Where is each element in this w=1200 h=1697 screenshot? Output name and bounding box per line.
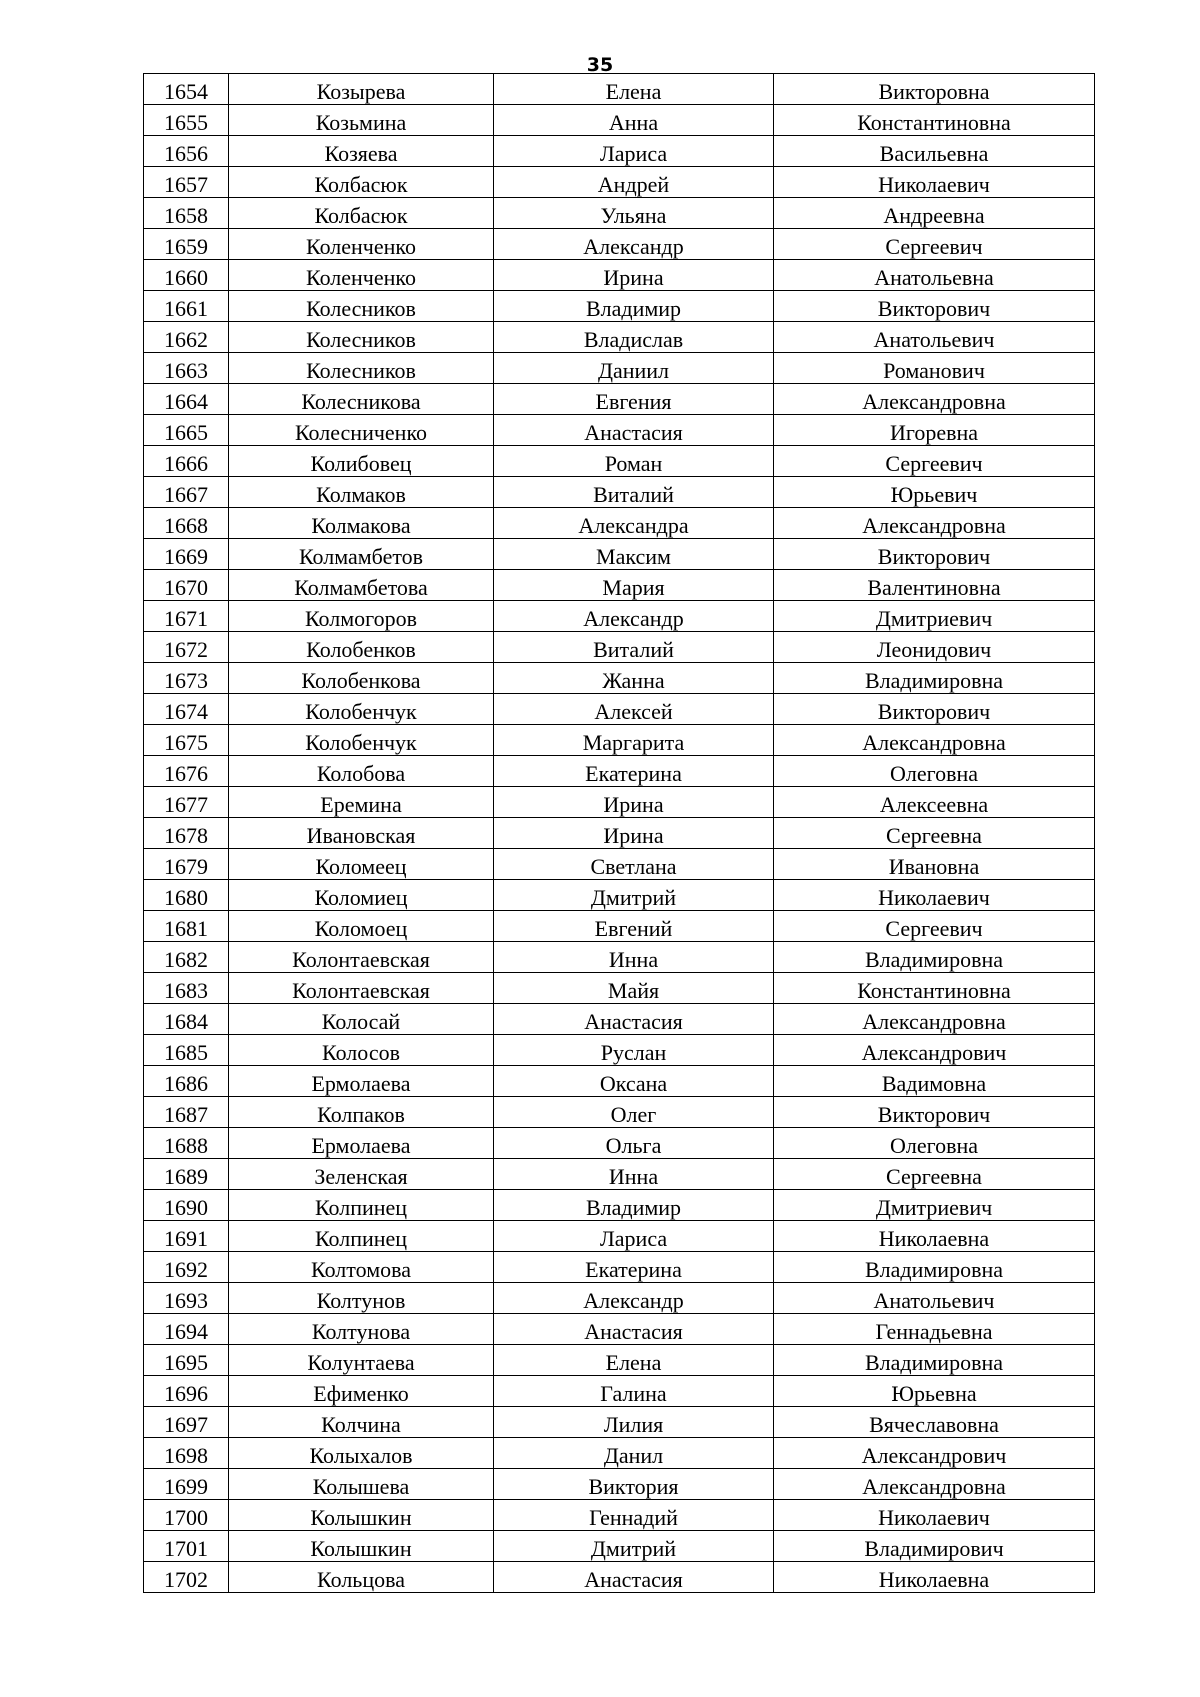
last-name-cell: Колыхалов [229,1438,494,1469]
last-name-cell: Ермолаева [229,1066,494,1097]
table-row [144,756,1095,787]
table-row [144,849,1095,880]
row-number-cell: 1667 [144,477,229,508]
last-name-cell: Колобенков [229,632,494,663]
first-name-cell: Евгений [494,911,774,942]
row-number-cell: 1677 [144,787,229,818]
patronymic-cell: Николаевна [774,1562,1095,1593]
roster-table [143,73,1095,1593]
table-row [144,787,1095,818]
table-row [144,1345,1095,1376]
roster-body [144,74,1095,1593]
patronymic-cell: Константиновна [774,973,1095,1004]
first-name-cell: Лилия [494,1407,774,1438]
patronymic-cell: Сергеевна [774,1159,1095,1190]
last-name-cell: Коленченко [229,229,494,260]
patronymic-cell: Геннадьевна [774,1314,1095,1345]
patronymic-cell: Александровна [774,384,1095,415]
last-name-cell: Колобенчук [229,694,494,725]
first-name-cell: Геннадий [494,1500,774,1531]
last-name-cell: Козырева [229,74,494,105]
row-number-cell: 1701 [144,1531,229,1562]
first-name-cell: Майя [494,973,774,1004]
table-row [144,601,1095,632]
last-name-cell: Коленченко [229,260,494,291]
first-name-cell: Ульяна [494,198,774,229]
row-number-cell: 1681 [144,911,229,942]
first-name-cell: Анастасия [494,415,774,446]
last-name-cell: Колесникова [229,384,494,415]
row-number-cell: 1682 [144,942,229,973]
table-row [144,1190,1095,1221]
last-name-cell: Колмаков [229,477,494,508]
first-name-cell: Анастасия [494,1004,774,1035]
row-number-cell: 1702 [144,1562,229,1593]
table-row [144,1469,1095,1500]
last-name-cell: Колмамбетов [229,539,494,570]
row-number-cell: 1693 [144,1283,229,1314]
patronymic-cell: Николаевич [774,880,1095,911]
patronymic-cell: Вячеславовна [774,1407,1095,1438]
first-name-cell: Ирина [494,260,774,291]
row-number-cell: 1699 [144,1469,229,1500]
table-row [144,322,1095,353]
row-number-cell: 1654 [144,74,229,105]
row-number-cell: 1700 [144,1500,229,1531]
table-row [144,353,1095,384]
first-name-cell: Виталий [494,632,774,663]
table-row [144,1221,1095,1252]
last-name-cell: Колбасюк [229,167,494,198]
first-name-cell: Александра [494,508,774,539]
row-number-cell: 1697 [144,1407,229,1438]
table-row [144,725,1095,756]
row-number-cell: 1664 [144,384,229,415]
last-name-cell: Колмакова [229,508,494,539]
patronymic-cell: Сергеевич [774,911,1095,942]
first-name-cell: Максим [494,539,774,570]
patronymic-cell: Викторович [774,539,1095,570]
first-name-cell: Данил [494,1438,774,1469]
last-name-cell: Ивановская [229,818,494,849]
row-number-cell: 1689 [144,1159,229,1190]
patronymic-cell: Андреевна [774,198,1095,229]
patronymic-cell: Александрович [774,1035,1095,1066]
table-row [144,198,1095,229]
table-row [144,632,1095,663]
patronymic-cell: Романович [774,353,1095,384]
last-name-cell: Колпинец [229,1221,494,1252]
table-row [144,1128,1095,1159]
table-row [144,1159,1095,1190]
row-number-cell: 1680 [144,880,229,911]
row-number-cell: 1658 [144,198,229,229]
last-name-cell: Коломоец [229,911,494,942]
patronymic-cell: Игоревна [774,415,1095,446]
last-name-cell: Колонтаевская [229,942,494,973]
table-row [144,446,1095,477]
patronymic-cell: Викторович [774,1097,1095,1128]
first-name-cell: Галина [494,1376,774,1407]
patronymic-cell: Сергеевич [774,446,1095,477]
row-number-cell: 1660 [144,260,229,291]
patronymic-cell: Анатольевна [774,260,1095,291]
first-name-cell: Екатерина [494,756,774,787]
last-name-cell: Колесников [229,322,494,353]
row-number-cell: 1655 [144,105,229,136]
row-number-cell: 1696 [144,1376,229,1407]
first-name-cell: Владимир [494,291,774,322]
last-name-cell: Еремина [229,787,494,818]
first-name-cell: Анастасия [494,1314,774,1345]
table-row [144,260,1095,291]
row-number-cell: 1668 [144,508,229,539]
table-row [144,105,1095,136]
last-name-cell: Колосов [229,1035,494,1066]
patronymic-cell: Олеговна [774,1128,1095,1159]
first-name-cell: Ирина [494,787,774,818]
last-name-cell: Колонтаевская [229,973,494,1004]
last-name-cell: Колибовец [229,446,494,477]
table-row [144,477,1095,508]
first-name-cell: Инна [494,942,774,973]
patronymic-cell: Александровна [774,725,1095,756]
table-row [144,1407,1095,1438]
last-name-cell: Колтунова [229,1314,494,1345]
first-name-cell: Мария [494,570,774,601]
row-number-cell: 1673 [144,663,229,694]
patronymic-cell: Вадимовна [774,1066,1095,1097]
last-name-cell: Колпинец [229,1190,494,1221]
first-name-cell: Анастасия [494,1562,774,1593]
table-row [144,1531,1095,1562]
row-number-cell: 1675 [144,725,229,756]
last-name-cell: Колосай [229,1004,494,1035]
first-name-cell: Александр [494,601,774,632]
patronymic-cell: Ивановна [774,849,1095,880]
first-name-cell: Даниил [494,353,774,384]
row-number-cell: 1678 [144,818,229,849]
patronymic-cell: Юрьевич [774,477,1095,508]
patronymic-cell: Дмитриевич [774,601,1095,632]
first-name-cell: Ирина [494,818,774,849]
row-number-cell: 1691 [144,1221,229,1252]
first-name-cell: Владимир [494,1190,774,1221]
last-name-cell: Колышкин [229,1531,494,1562]
patronymic-cell: Николаевич [774,167,1095,198]
last-name-cell: Зеленская [229,1159,494,1190]
patronymic-cell: Анатольевич [774,322,1095,353]
last-name-cell: Колмамбетова [229,570,494,601]
row-number-cell: 1685 [144,1035,229,1066]
last-name-cell: Колобенкова [229,663,494,694]
patronymic-cell: Александрович [774,1438,1095,1469]
patronymic-cell: Владимировна [774,663,1095,694]
table-row [144,1097,1095,1128]
last-name-cell: Коломеец [229,849,494,880]
patronymic-cell: Юрьевна [774,1376,1095,1407]
last-name-cell: Колобенчук [229,725,494,756]
table-row [144,1500,1095,1531]
patronymic-cell: Константиновна [774,105,1095,136]
row-number-cell: 1692 [144,1252,229,1283]
table-row [144,415,1095,446]
last-name-cell: Колобова [229,756,494,787]
patronymic-cell: Александровна [774,508,1095,539]
first-name-cell: Руслан [494,1035,774,1066]
last-name-cell: Колбасюк [229,198,494,229]
table-row [144,663,1095,694]
patronymic-cell: Анатольевич [774,1283,1095,1314]
table-row [144,911,1095,942]
first-name-cell: Евгения [494,384,774,415]
table-row [144,1066,1095,1097]
row-number-cell: 1684 [144,1004,229,1035]
row-number-cell: 1663 [144,353,229,384]
first-name-cell: Виктория [494,1469,774,1500]
table-row [144,818,1095,849]
patronymic-cell: Владимирович [774,1531,1095,1562]
first-name-cell: Роман [494,446,774,477]
page-number: 35 [586,54,614,76]
table-row [144,1376,1095,1407]
last-name-cell: Колесниченко [229,415,494,446]
patronymic-cell: Сергеевна [774,818,1095,849]
patronymic-cell: Викторович [774,291,1095,322]
row-number-cell: 1662 [144,322,229,353]
patronymic-cell: Валентиновна [774,570,1095,601]
last-name-cell: Коломиец [229,880,494,911]
first-name-cell: Лариса [494,1221,774,1252]
first-name-cell: Анна [494,105,774,136]
first-name-cell: Жанна [494,663,774,694]
first-name-cell: Андрей [494,167,774,198]
first-name-cell: Инна [494,1159,774,1190]
table-row [144,1004,1095,1035]
table-row [144,570,1095,601]
last-name-cell: Колесников [229,353,494,384]
row-number-cell: 1683 [144,973,229,1004]
table-row [144,973,1095,1004]
last-name-cell: Ермолаева [229,1128,494,1159]
first-name-cell: Оксана [494,1066,774,1097]
patronymic-cell: Леонидович [774,632,1095,663]
first-name-cell: Светлана [494,849,774,880]
table-row [144,74,1095,105]
first-name-cell: Дмитрий [494,1531,774,1562]
first-name-cell: Лариса [494,136,774,167]
table-row [144,1035,1095,1066]
row-number-cell: 1657 [144,167,229,198]
last-name-cell: Кольцова [229,1562,494,1593]
row-number-cell: 1661 [144,291,229,322]
patronymic-cell: Дмитриевич [774,1190,1095,1221]
row-number-cell: 1669 [144,539,229,570]
first-name-cell: Виталий [494,477,774,508]
first-name-cell: Ольга [494,1128,774,1159]
row-number-cell: 1686 [144,1066,229,1097]
patronymic-cell: Владимировна [774,1252,1095,1283]
row-number-cell: 1695 [144,1345,229,1376]
row-number-cell: 1698 [144,1438,229,1469]
last-name-cell: Козьмина [229,105,494,136]
row-number-cell: 1687 [144,1097,229,1128]
row-number-cell: 1679 [144,849,229,880]
table-row [144,1252,1095,1283]
last-name-cell: Колчина [229,1407,494,1438]
table-row [144,1283,1095,1314]
patronymic-cell: Александровна [774,1004,1095,1035]
row-number-cell: 1665 [144,415,229,446]
patronymic-cell: Викторович [774,694,1095,725]
row-number-cell: 1674 [144,694,229,725]
first-name-cell: Алексей [494,694,774,725]
table-row [144,167,1095,198]
patronymic-cell: Александровна [774,1469,1095,1500]
table-row [144,1562,1095,1593]
table-row [144,942,1095,973]
row-number-cell: 1676 [144,756,229,787]
first-name-cell: Маргарита [494,725,774,756]
table-row [144,229,1095,260]
row-number-cell: 1688 [144,1128,229,1159]
patronymic-cell: Сергеевич [774,229,1095,260]
first-name-cell: Дмитрий [494,880,774,911]
row-number-cell: 1659 [144,229,229,260]
first-name-cell: Олег [494,1097,774,1128]
last-name-cell: Колышкин [229,1500,494,1531]
first-name-cell: Елена [494,1345,774,1376]
first-name-cell: Александр [494,1283,774,1314]
table-row [144,291,1095,322]
first-name-cell: Екатерина [494,1252,774,1283]
patronymic-cell: Алексеевна [774,787,1095,818]
table-row [144,508,1095,539]
last-name-cell: Колышева [229,1469,494,1500]
table-row [144,1438,1095,1469]
last-name-cell: Козяева [229,136,494,167]
first-name-cell: Александр [494,229,774,260]
table-row [144,694,1095,725]
row-number-cell: 1671 [144,601,229,632]
patronymic-cell: Васильевна [774,136,1095,167]
table-row [144,136,1095,167]
table-row [144,539,1095,570]
last-name-cell: Колтунов [229,1283,494,1314]
patronymic-cell: Викторовна [774,74,1095,105]
last-name-cell: Колунтаева [229,1345,494,1376]
patronymic-cell: Олеговна [774,756,1095,787]
row-number-cell: 1690 [144,1190,229,1221]
row-number-cell: 1656 [144,136,229,167]
table-row [144,880,1095,911]
last-name-cell: Колесников [229,291,494,322]
first-name-cell: Владислав [494,322,774,353]
table-row [144,384,1095,415]
last-name-cell: Колтомова [229,1252,494,1283]
last-name-cell: Колпаков [229,1097,494,1128]
first-name-cell: Елена [494,74,774,105]
table-row [144,1314,1095,1345]
patronymic-cell: Николаевич [774,1500,1095,1531]
patronymic-cell: Николаевна [774,1221,1095,1252]
patronymic-cell: Владимировна [774,942,1095,973]
last-name-cell: Колмогоров [229,601,494,632]
row-number-cell: 1694 [144,1314,229,1345]
patronymic-cell: Владимировна [774,1345,1095,1376]
last-name-cell: Ефименко [229,1376,494,1407]
row-number-cell: 1670 [144,570,229,601]
row-number-cell: 1666 [144,446,229,477]
row-number-cell: 1672 [144,632,229,663]
